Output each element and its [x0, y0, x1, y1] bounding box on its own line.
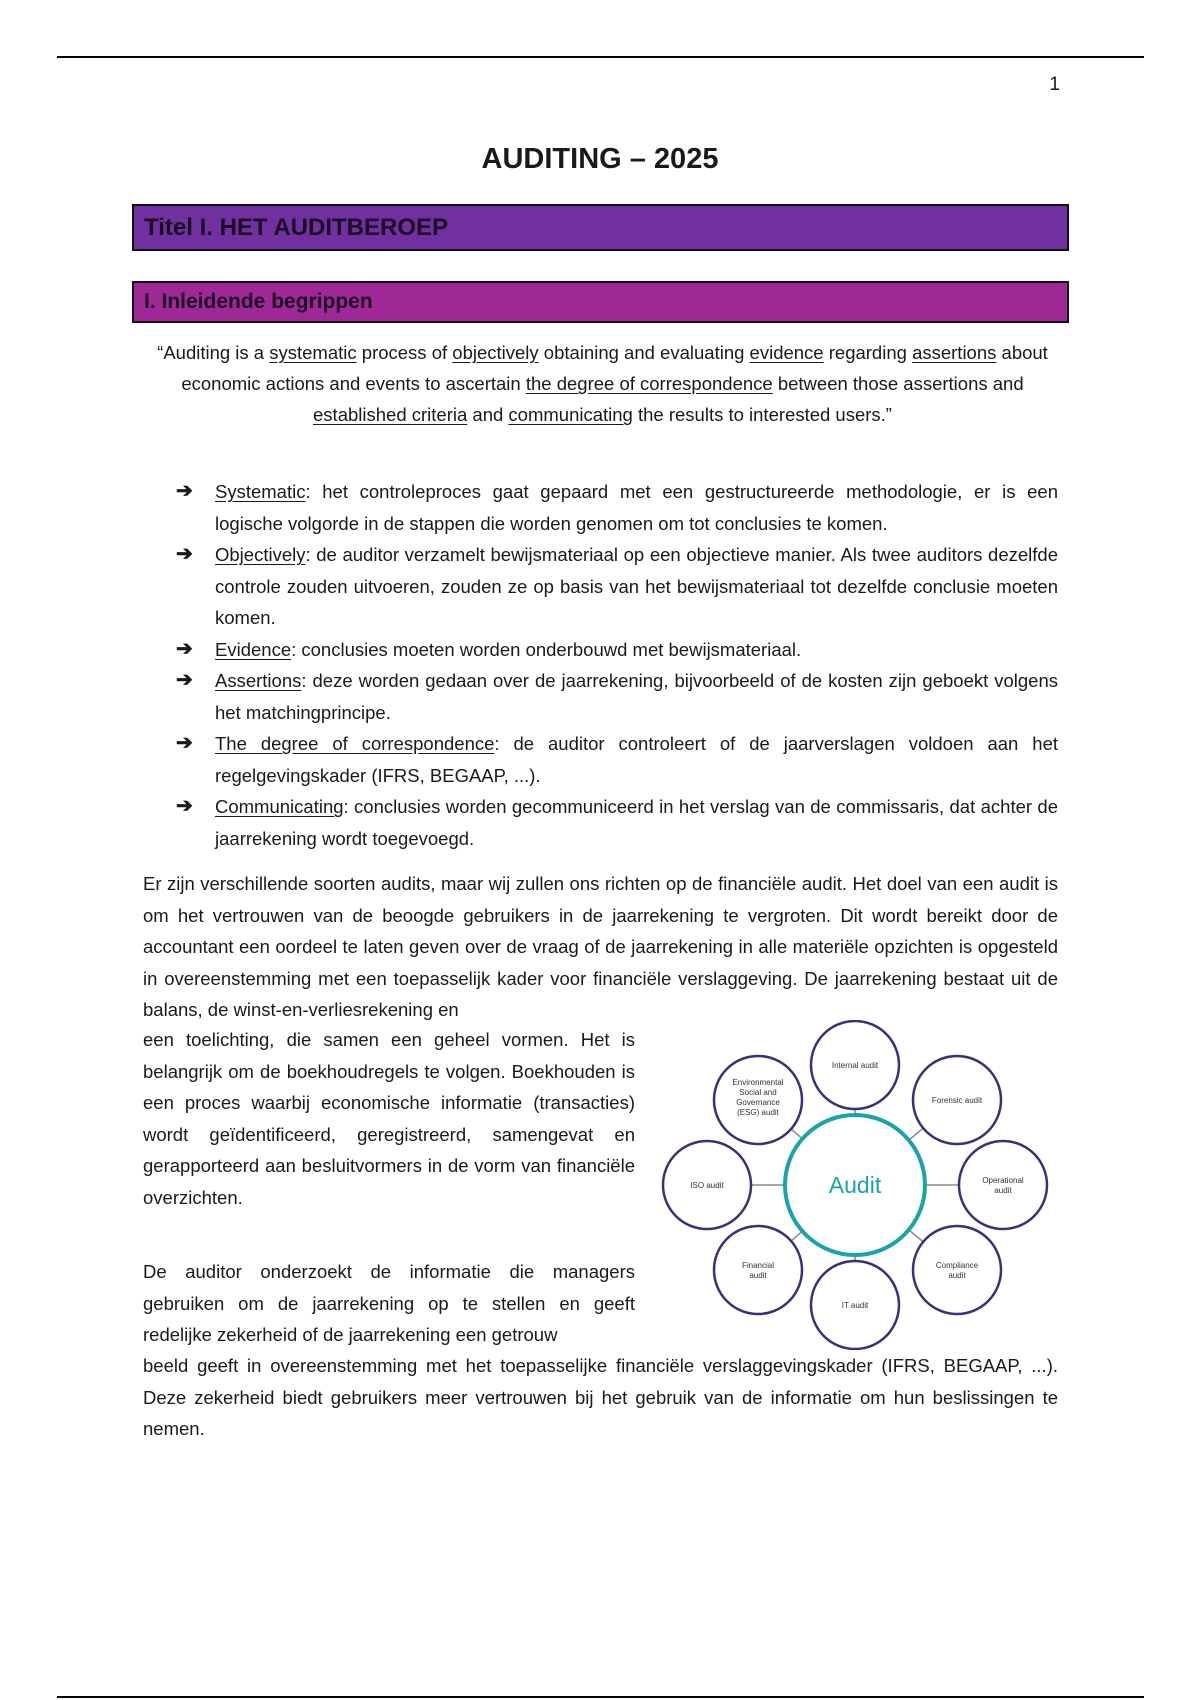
operational-audit-label: Operational — [982, 1176, 1024, 1185]
list-item: ➔ Communicating: conclusies worden gecommuniceerd in het verslag van de commissaris, dat achter de jaarrekening wordt toegevoegd. — [176, 791, 1058, 854]
compliance-audit-node — [913, 1226, 1001, 1314]
iso-audit-label: ISO audit — [690, 1181, 724, 1190]
operational-audit-label-2: audit — [994, 1186, 1012, 1195]
document-title: AUDITING – 2025 — [481, 143, 719, 175]
arrow-right-icon: ➔ — [176, 543, 193, 565]
list-item: ➔ Objectively: de auditor verzamelt bewijsmateriaal op een objectieve manier. Als twee auditors dezelfde controle zouden uitvoeren, zouden ze op basis van het bewijsmateriaal tot dezelfde conclusie moeten komen. — [176, 539, 1058, 634]
arrow-right-icon: ➔ — [176, 732, 193, 754]
esg-audit-label-2: Social and — [739, 1088, 777, 1097]
arrow-right-icon: ➔ — [176, 637, 193, 660]
audit-types-diagram — [655, 1020, 1060, 1350]
quote-term-correspondence: the degree of correspondence — [525, 373, 773, 394]
definition-bullet-list — [176, 476, 1058, 854]
quote-term-assertions: assertions — [912, 342, 997, 363]
quote-term-criteria: established criteria — [313, 404, 468, 425]
quote-term-communicating: communicating — [508, 404, 633, 425]
arrow-right-icon: ➔ — [176, 669, 193, 691]
bottom-rule — [57, 1696, 1144, 1698]
esg-audit-label-4: (ESG) audit — [737, 1108, 779, 1117]
body-paragraph: De auditor onderzoekt de informatie die managers gebruiken om de jaarrekening op te stellen en geeft redelijke zekerheid of de jaarrekening een getrouw — [143, 1261, 635, 1345]
top-rule — [57, 56, 1144, 58]
arrow-right-icon: ➔ — [176, 480, 193, 502]
it-audit-label: IT audit — [841, 1301, 869, 1310]
audit-center-label: Audit — [828, 1172, 882, 1198]
compliance-audit-label: Compliance — [935, 1261, 979, 1270]
quote-term-systematic: systematic — [269, 342, 357, 363]
quote-term-evidence: evidence — [749, 342, 824, 363]
body-paragraph: beeld geeft in overeenstemming met het toepasselijke financiële verslaggevingskader (IFRS, BEGAAP, ...). Deze zekerheid biedt gebruikers meer vertrouwen bij het gebruik van de informatie om hun beslissingen te nemen. — [143, 1355, 1058, 1439]
list-item: ➔ The degree of correspondence: de auditor controleert of de jaarverslagen voldoen aan het regelgevingskader (IFRS, BEGAAP, ...). — [176, 728, 1058, 791]
esg-audit-label-3: Governance — [736, 1098, 780, 1107]
page-number: 1 — [1049, 74, 1060, 95]
compliance-audit-label-2: audit — [948, 1271, 966, 1280]
list-item: ➔ Assertions: deze worden gedaan over de jaarrekening, bijvoorbeeld of de kosten zijn geboekt volgens het matchingprincipe. — [176, 665, 1058, 728]
arrow-right-icon: ➔ — [176, 795, 193, 817]
section-banner: I. Inleidende begrippen — [132, 281, 1069, 323]
body-paragraph: Er zijn verschillende soorten audits, maar wij zullen ons richten op de financiële audit. Het doel van een audit is om het vertrouwen van de beoogde gebruikers in de jaarrekening te vergroten. Dit wordt bereikt door de accountant een oordeel te laten geven over de vraag of de jaarrekening in alle materiële opzichten is opgesteld in overeenstemming met een toepasselijk kader voor financiële verslaggeving. De jaarrekening bestaat uit de balans, de winst-en-verliesrekening en — [143, 873, 1058, 1020]
internal-audit-label: Internal audit — [831, 1061, 879, 1070]
quote-term-objectively: objectively — [452, 342, 539, 363]
body-paragraph: een toelichting, die samen een geheel vormen. Het is belangrijk om de boekhoudregels te volgen. Boekhouden is een proces waarbij economische informatie (transacties) wordt geïdentificeerd, geregistreerd, samengevat en gerapporteerd aan besluitvormers in de vorm van financiële overzichten. — [143, 1029, 635, 1208]
financial-audit-label: Financial — [741, 1261, 775, 1270]
list-item: ➔ Systematic: het controleproces gaat gepaard met een gestructureerde methodologie, er is een logische volgorde in de stappen die worden genomen om tot conclusies te komen. — [176, 476, 1058, 539]
auditing-definition-quote: “Auditing is a systematic process of objectively obtaining and evaluating evidence regarding assertions about economic actions and events to ascertain the degree of correspondence between those assertions and established criteria and communicating the results to interested users.” — [157, 342, 1048, 425]
financial-audit-node — [714, 1226, 802, 1314]
title-banner: Titel I. HET AUDITBEROEP — [132, 204, 1069, 251]
forensic-audit-label: Forensic audit — [931, 1096, 983, 1105]
list-item: ➔ Evidence: conclusies moeten worden onderbouwd met bewijsmateriaal. — [176, 634, 1058, 666]
operational-audit-node — [959, 1141, 1047, 1229]
financial-audit-label-2: audit — [749, 1271, 767, 1280]
esg-audit-label: Environmental — [732, 1078, 784, 1087]
